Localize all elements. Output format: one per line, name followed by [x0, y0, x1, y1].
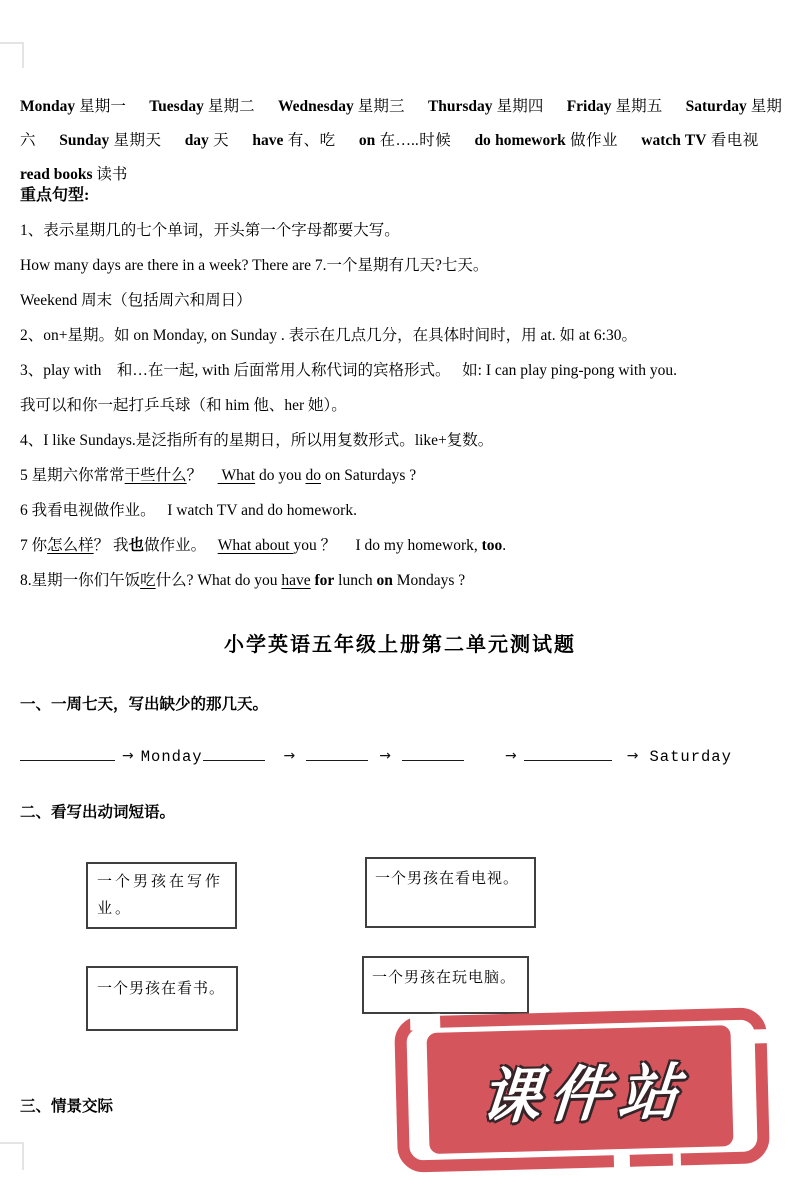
phrase-box-text: 一个男孩在写作业。 — [97, 874, 224, 917]
vocab-chinese: 星期三 — [353, 97, 405, 115]
key-point-line — [20, 318, 786, 353]
phrase-box-read-book — [86, 966, 238, 1031]
sequence-word: Saturday — [649, 748, 732, 766]
text-segment: lunch — [334, 572, 377, 589]
weekdays-sequence — [20, 744, 732, 770]
text-segment: Mondays ? — [392, 572, 466, 589]
section2-heading: 二、看写出动词短语。 — [20, 804, 176, 821]
text-segment: do you — [255, 467, 306, 484]
vocab-chinese: 星期天 — [109, 131, 162, 149]
arrow-icon: → — [122, 748, 134, 764]
text-segment: 干些什么 — [124, 467, 187, 484]
kejianzhan-stamp-watermark — [394, 1007, 770, 1173]
vocab-chinese: 看电视 — [706, 131, 759, 149]
vocab-english: watch TV — [641, 131, 707, 149]
vocab-chinese: 在…..时候 — [375, 131, 452, 149]
phrase-box-text: 一个男孩在看电视。 — [375, 871, 520, 887]
arrow-icon: → — [283, 748, 296, 764]
vocab-english: have — [252, 131, 284, 149]
key-points-heading: 重点句型: — [20, 187, 90, 204]
phrase-box-play-computer — [362, 956, 529, 1014]
sequence-word: Monday — [140, 748, 203, 766]
text-segment: What — [217, 467, 256, 484]
text-segment: ？ — [186, 467, 218, 484]
spacer — [368, 760, 372, 761]
vocab-english: Wednesday — [277, 97, 354, 115]
key-points-lines — [20, 213, 786, 598]
text-segment: 1、表示星期几的七个单词，开头第一个字母都要大写。 — [20, 222, 400, 239]
vocab-english: Monday — [20, 97, 76, 115]
text-segment: Weekend 周末（包括周六和周日） — [20, 292, 252, 309]
vocab-chinese: 做作业 — [565, 131, 618, 149]
text-segment: have — [281, 572, 311, 589]
vocab-english: day — [184, 131, 209, 149]
text-segment: . — [502, 537, 507, 554]
text-segment: ？ 我 — [93, 537, 129, 554]
text-segment: 怎么样 — [47, 537, 94, 554]
answer-blank — [524, 744, 612, 761]
stamp-frame-gap — [613, 1153, 629, 1169]
key-point-line — [20, 563, 786, 598]
text-segment: 3、play with 和…在一起, with 后面常用人称代词的宾格形式。 如: I can play ping-pong with you. — [20, 362, 677, 379]
section3-heading: 三、情景交际 — [20, 1098, 114, 1115]
text-segment: How many days are there in a week? There are 7.一个星期有几天?七天。 — [20, 257, 489, 274]
vocab-chinese: 读书 — [92, 165, 128, 183]
text-segment: 5 星期六你常常 — [20, 467, 125, 484]
text-segment: 7 你 — [20, 537, 48, 554]
test-paper-title: 小学英语五年级上册第二单元测试题 — [224, 634, 576, 656]
key-point-line — [20, 213, 786, 248]
stamp-text: 课件站 — [477, 1057, 690, 1131]
key-point-line — [20, 423, 786, 458]
text-segment: you ？ I do my homework, — [293, 537, 482, 554]
vocab-english: read books — [20, 165, 93, 183]
stamp-frame-gap — [752, 1029, 768, 1043]
text-segment: on — [376, 572, 393, 589]
phrase-box-text: 一个男孩在看书。 — [97, 981, 226, 997]
answer-blank — [20, 744, 115, 761]
text-segment: 我可以和你一起打乒乓球（和 him 他、her 她）。 — [20, 397, 347, 414]
key-point-line — [20, 353, 786, 388]
vocab-english: Saturday — [685, 97, 747, 115]
key-sentence-patterns — [20, 178, 786, 598]
stamp-frame-gap — [410, 1014, 440, 1031]
vocab-english: do homework — [474, 131, 566, 149]
key-point-line — [20, 528, 786, 563]
spacer — [265, 760, 277, 761]
phrase-box-text: 一个男孩在玩电脑。 — [372, 970, 517, 986]
vocab-english: Tuesday — [149, 97, 204, 115]
page-corner-mark-bottom — [0, 1142, 24, 1170]
key-point-line — [20, 458, 786, 493]
stamp-background — [426, 1025, 733, 1154]
page-corner-mark-top — [0, 42, 24, 68]
text-segment: 8.星期一你们午饭 — [20, 572, 141, 589]
vocabulary-list — [20, 90, 782, 192]
text-segment: on Saturdays ? — [321, 467, 417, 484]
spacer — [464, 760, 498, 761]
text-segment: 吃 — [140, 572, 156, 589]
key-point-line — [20, 248, 786, 283]
text-segment: 2、on+星期。如 on Monday, on Sunday . 表示在几点几分，在具体时间时，用 at. 如 at 6:30。 — [20, 327, 637, 344]
text-segment: What about — [217, 537, 294, 554]
answer-blank — [203, 744, 265, 761]
key-point-line — [20, 388, 786, 423]
vocab-chinese: 天 — [208, 131, 230, 149]
key-point-line — [20, 493, 786, 528]
text-segment: too — [481, 537, 503, 554]
vocab-chinese: 星期二 — [203, 97, 255, 115]
vocab-chinese: 星期四 — [492, 97, 544, 115]
vocab-chinese: 星期六 — [20, 97, 782, 149]
spacer — [612, 760, 620, 761]
text-segment: 做作业。 — [144, 537, 218, 554]
vocab-chinese: 星期五 — [611, 97, 663, 115]
text-segment: do — [305, 467, 321, 484]
text-segment: 4、I like Sundays.是泛指所有的星期日，所以用复数形式。like+复数。 — [20, 432, 494, 449]
answer-blank — [402, 744, 464, 761]
vocab-english: Thursday — [427, 97, 493, 115]
vocab-english: on — [358, 131, 376, 149]
answer-blank — [306, 744, 368, 761]
arrow-icon: → — [379, 748, 392, 764]
vocab-chinese: 有、吃 — [283, 131, 336, 149]
vocab-english: Sunday — [59, 131, 110, 149]
vocab-chinese: 星期一 — [75, 97, 127, 115]
phrase-box-watch-tv — [365, 857, 536, 928]
arrow-icon: → — [505, 748, 517, 764]
text-segment: 6 我看电视做作业。 I watch TV and do homework. — [20, 502, 357, 519]
text-segment: 什么? What do you — [155, 572, 282, 589]
key-point-line — [20, 283, 786, 318]
stamp-frame-gap — [673, 1151, 681, 1167]
text-segment: for — [314, 572, 335, 589]
section1-heading: 一、一周七天，写出缺少的那几天。 — [20, 696, 269, 713]
phrase-box-write-homework — [86, 862, 237, 929]
vocab-english: Friday — [566, 97, 612, 115]
text-segment: 也 — [128, 537, 145, 554]
arrow-icon: → — [626, 748, 639, 764]
